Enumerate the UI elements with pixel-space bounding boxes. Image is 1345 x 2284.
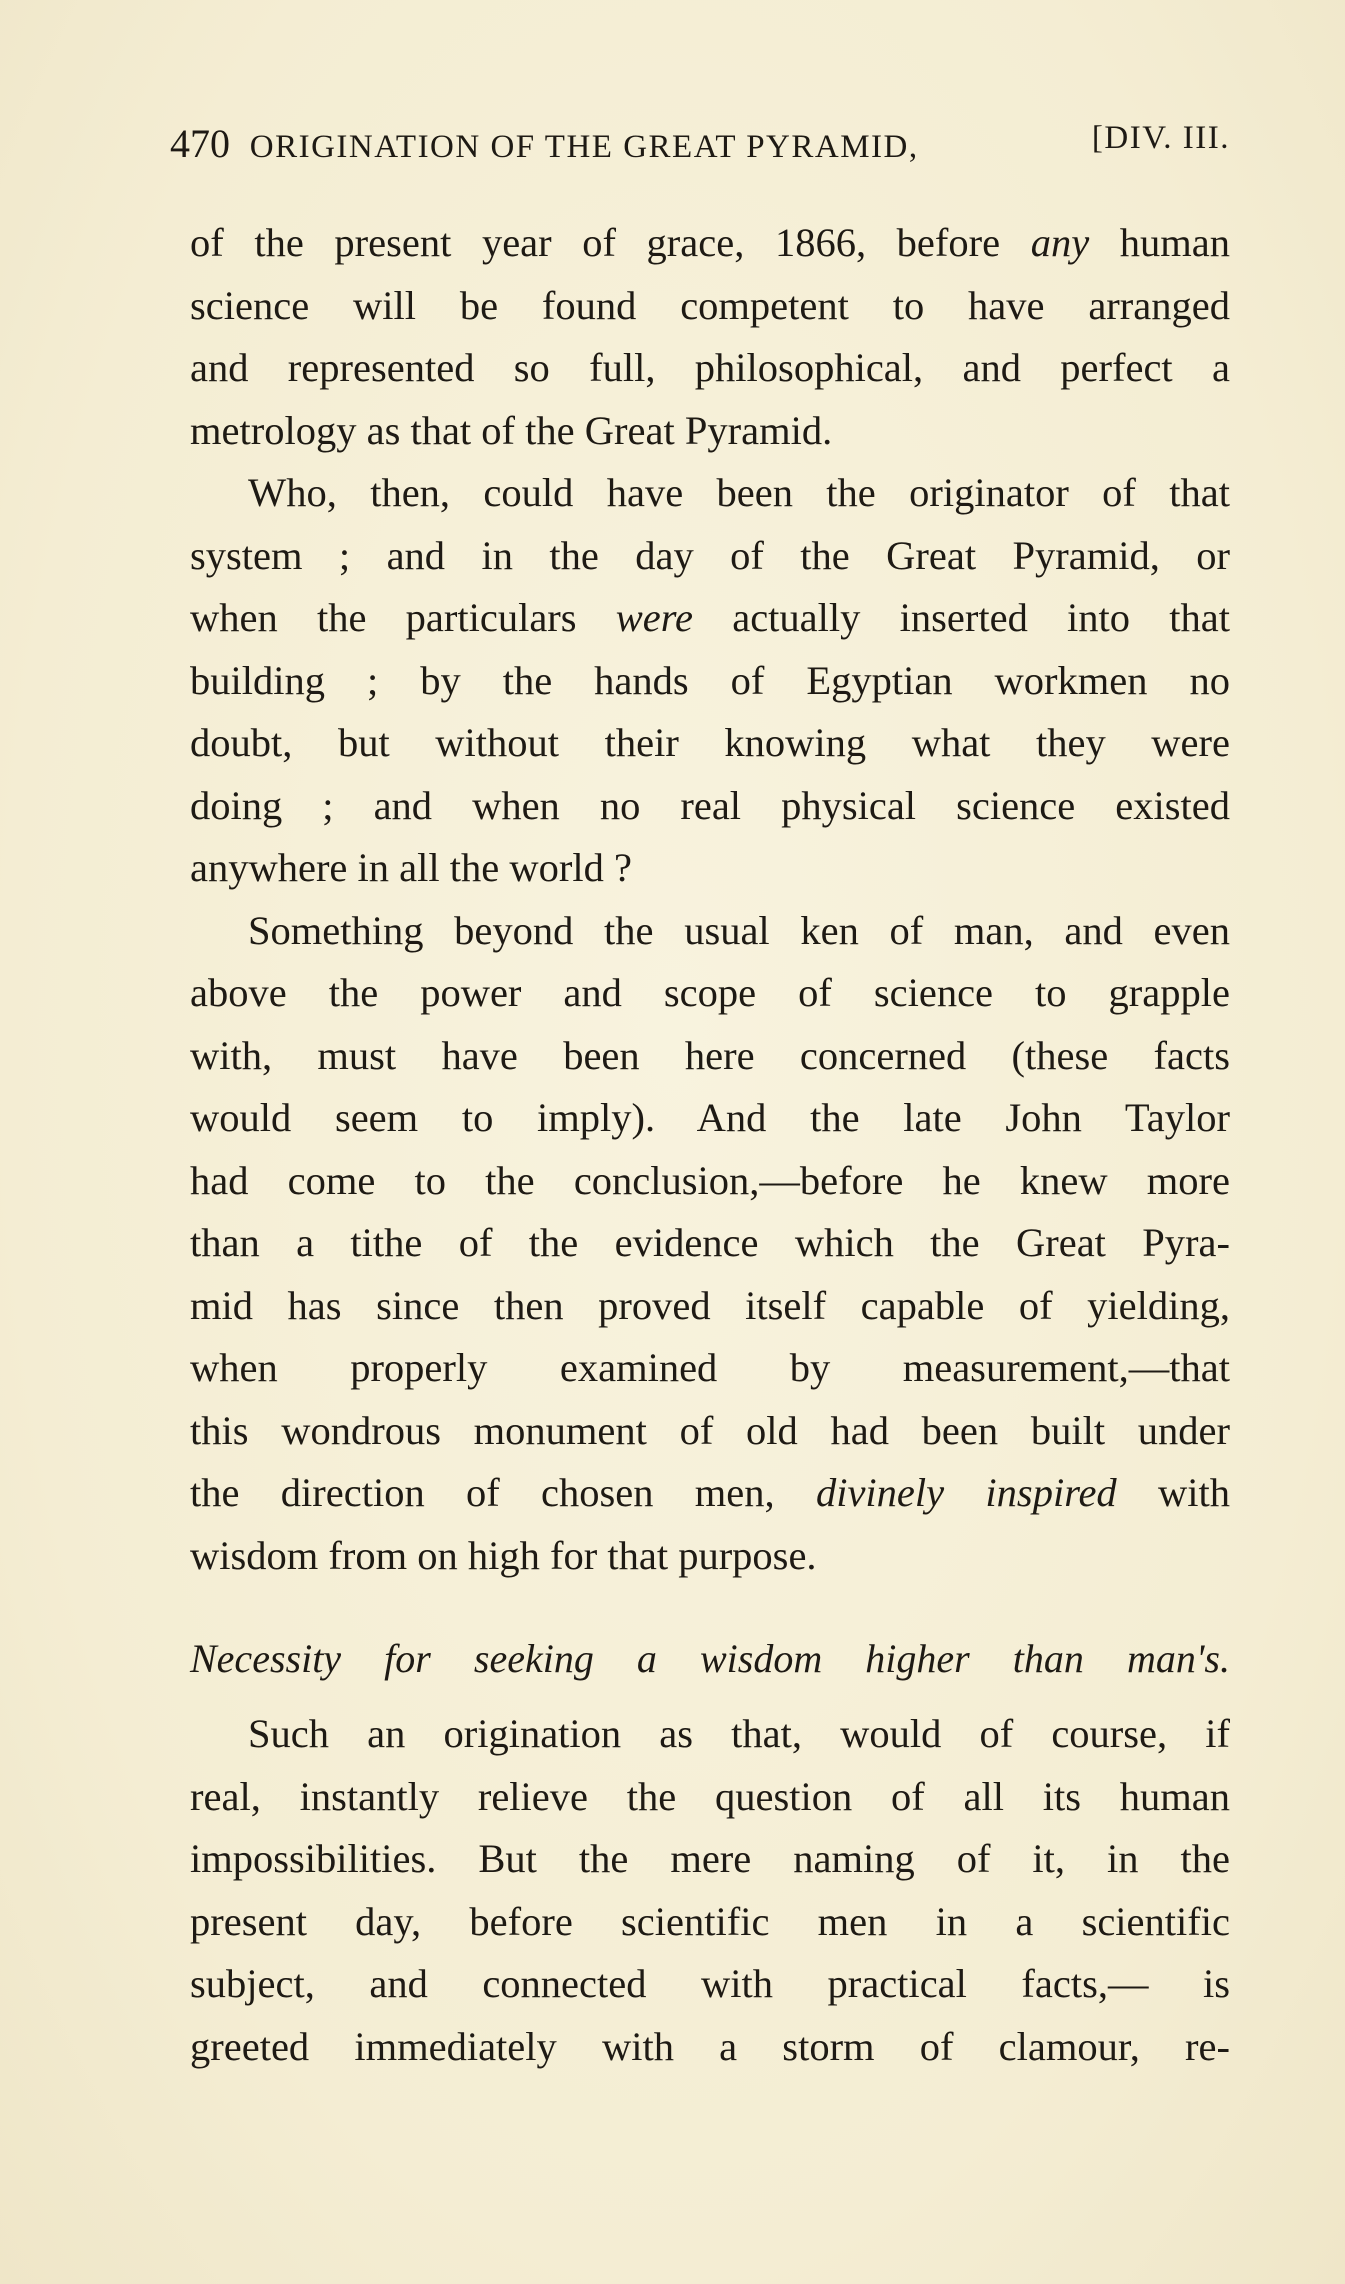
text-line: greeted immediately with a storm of clamour, re- (190, 2023, 1230, 2069)
emphasis: any (1030, 220, 1090, 265)
text-line: when the particulars were actually inserted into that (190, 595, 1231, 640)
text-line: building ; by the hands of Egyptian workmen no (190, 657, 1230, 703)
text-line: subject, and connected with practical facts,— is (190, 1961, 1230, 2006)
emphasis: divinely inspired (815, 1470, 1117, 1515)
section-spacer (190, 1587, 1230, 1629)
body-text (190, 212, 1230, 2078)
text-line: impossibilities. But the mere naming of it, in the (190, 1836, 1230, 1881)
text-line: Something beyond the usual ken of man, and even (248, 907, 1230, 953)
text-line: system ; and in the day of the Great Pyramid, or (190, 532, 1230, 578)
paragraph (190, 1703, 1230, 2078)
emphasis: were (615, 595, 694, 640)
text-line: would seem to imply). And the late John Taylor (190, 1095, 1230, 1140)
text-line: metrology as that of the Great Pyramid. (190, 407, 833, 453)
section-heading: Necessity for seeking a wisdom higher than man's. (190, 1636, 1230, 1681)
text-line: mid has since then proved itself capable of yielding, (190, 1282, 1230, 1328)
running-head-title: ORIGINATION OF THE GREAT PYRAMID, (249, 129, 919, 165)
running-head-division: [DIV. III. (1091, 120, 1230, 156)
text-line: this wondrous monument of old had been built under (190, 1407, 1230, 1453)
text-line: the direction of chosen men, divinely inspired with (190, 1470, 1230, 1515)
paragraph (190, 462, 1230, 900)
text-line: present day, before scientific men in a scientific (190, 1898, 1230, 1944)
heading-spacer (190, 1689, 1230, 1703)
page-number: 470 (170, 121, 230, 166)
text-line: of the present year of grace, 1866, before any human (190, 220, 1230, 265)
text-line: real, instantly relieve the question of all its human (190, 1773, 1230, 1819)
text-line: and represented so full, philosophical, and perfect a (190, 345, 1230, 390)
paragraph (190, 900, 1230, 1588)
text-line: had come to the conclusion,—before he knew more (190, 1157, 1230, 1203)
text-line: anywhere in all the world ? (190, 845, 632, 890)
text-line: Such an origination as that, would of course, if (248, 1711, 1230, 1756)
paragraph (190, 212, 1230, 462)
text-line: than a tithe of the evidence which the Great Pyra- (190, 1220, 1230, 1265)
text-line: wisdom from on high for that purpose. (190, 1532, 817, 1578)
text-line: when properly examined by measurement,—that (190, 1345, 1230, 1390)
text-line: doubt, but without their knowing what they were (190, 720, 1230, 765)
text-line: doing ; and when no real physical science existed (190, 782, 1230, 828)
text-line: above the power and scope of science to grapple (190, 970, 1230, 1015)
text-line: Who, then, could have been the originator of that (248, 470, 1230, 515)
text-line: with, must have been here concerned (these facts (190, 1032, 1230, 1078)
text-line: science will be found competent to have arranged (190, 282, 1230, 328)
running-head (170, 120, 1230, 180)
